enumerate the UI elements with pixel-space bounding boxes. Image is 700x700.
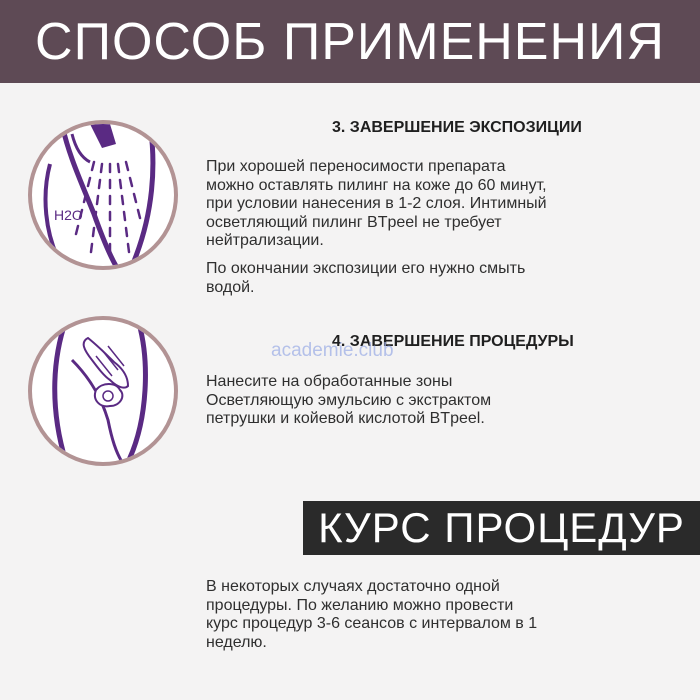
step3-text	[206, 158, 662, 251]
step3-line: при условии нанесения в 1-2 слоя. Интимный	[206, 195, 547, 212]
hand-cream-icon	[32, 320, 174, 462]
step4-line: петрушки и койевой кислотой BTpeel.	[206, 410, 485, 427]
watermark: academie.club	[271, 340, 394, 361]
step3-line: При хорошей переносимости препарата	[206, 158, 506, 175]
step3-line: осветляющий пилинг BTpeel не требует	[206, 213, 502, 231]
course-text	[206, 578, 664, 652]
cream-application-illustration	[28, 316, 178, 466]
course-banner	[303, 501, 700, 555]
step4-text	[206, 373, 662, 429]
shower-icon	[32, 124, 174, 266]
step4-title: 4. ЗАВЕРШЕНИЕ ПРОЦЕДУРЫ	[332, 333, 574, 350]
course-line: В некоторых случаях достаточно одной	[206, 578, 500, 595]
step4-line: Осветляющую эмульсию с экстрактом	[206, 391, 492, 409]
step3-title: 3. ЗАВЕРШЕНИЕ ЭКСПОЗИЦИИ	[332, 119, 582, 136]
course-line: неделю.	[206, 633, 267, 651]
page-title: СПОСОБ ПРИМЕНЕНИЯ	[35, 12, 665, 71]
step3-line: нейтрализации.	[206, 232, 324, 249]
shower-rinse-illustration	[28, 120, 178, 270]
step3-line: можно оставлять пилинг на коже до 60 минут,	[206, 176, 547, 194]
course-title: КУРС ПРОЦЕДУР	[318, 504, 685, 551]
step3-text-b	[206, 260, 662, 297]
h2o-label: H2O	[54, 207, 83, 223]
step4-line: Нанесите на обработанные зоны	[206, 373, 453, 390]
course-line: курс процедур 3-6 сеансов с интервалом в 1	[206, 615, 538, 632]
step3-line: водой.	[206, 278, 255, 296]
header-banner	[0, 0, 700, 83]
course-line: процедуры. По желанию можно провести	[206, 596, 514, 614]
step3-line: По окончании экспозиции его нужно смыть	[206, 260, 526, 277]
